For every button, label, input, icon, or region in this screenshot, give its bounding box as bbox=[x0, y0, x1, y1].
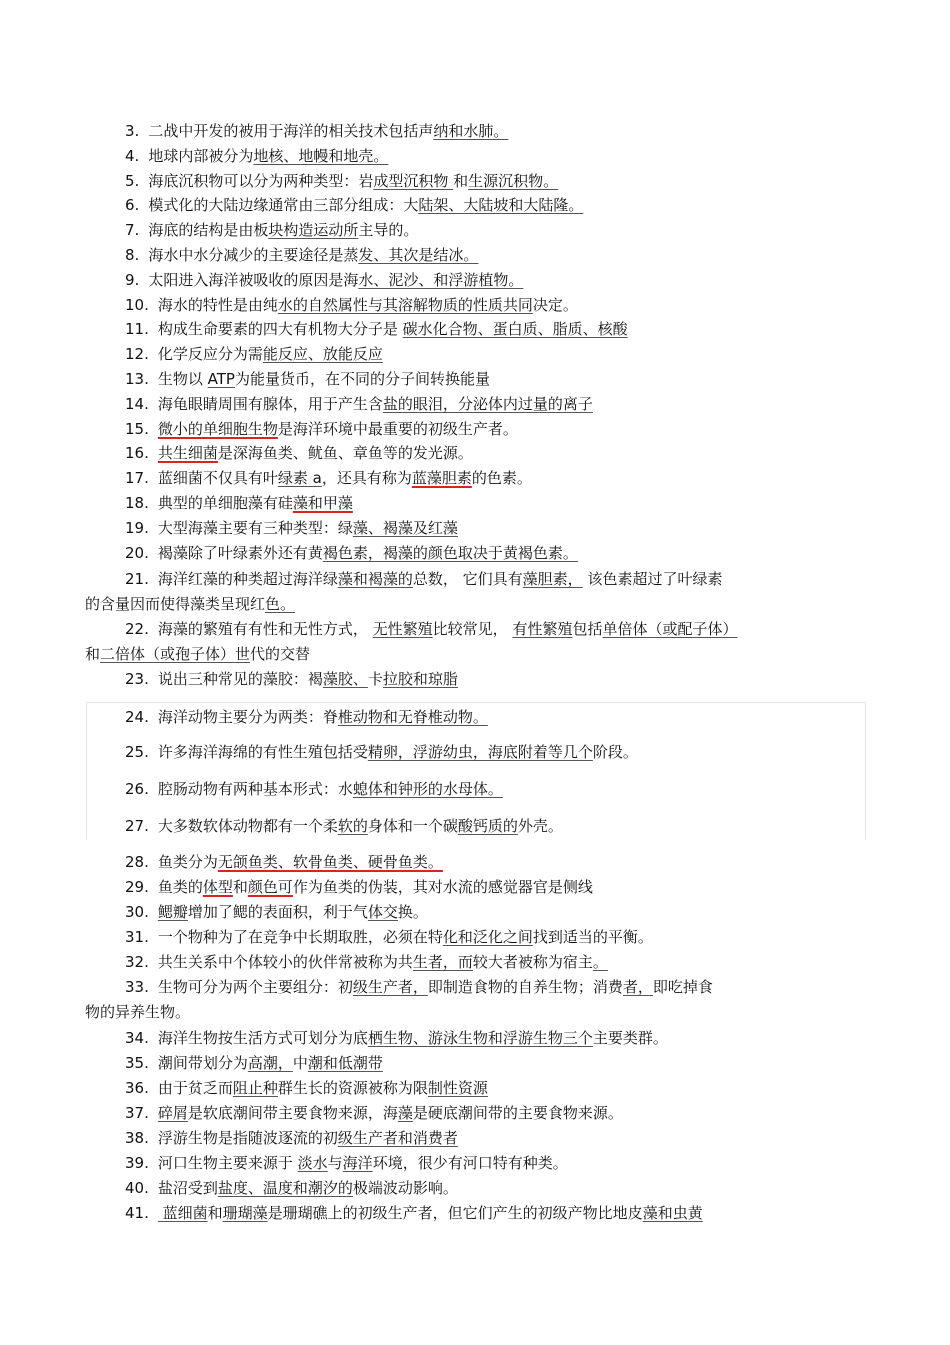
question-text: 增加了鳃的表面积，利于气 bbox=[187, 903, 368, 921]
question-number: 25. bbox=[125, 743, 149, 761]
answer-text: 微小的单细胞生物 bbox=[157, 419, 278, 438]
question-text: 与 bbox=[327, 1154, 343, 1172]
question-line bbox=[125, 369, 885, 389]
answer-text: 颜色可 bbox=[247, 878, 293, 896]
question-number: 39. bbox=[125, 1154, 149, 1172]
question-number: 32. bbox=[125, 953, 149, 971]
question-number: 24. bbox=[125, 708, 149, 726]
question-text: 腔肠动物有两种基本形式：水 bbox=[157, 780, 353, 798]
boxed-section-frame bbox=[86, 702, 866, 839]
question-text: 海水中水分减少的主要途径是蒸 bbox=[148, 246, 359, 264]
answer-text: 藻和虫黄 bbox=[642, 1204, 703, 1222]
answer-text: 水、泥沙、和浮游植物。 bbox=[358, 270, 524, 289]
question-line bbox=[125, 419, 885, 439]
answer-text: 藻 bbox=[397, 1104, 413, 1122]
question-text: 环境，很少有河口特有种类。 bbox=[372, 1154, 568, 1172]
answer-text: 海洋 bbox=[342, 1154, 373, 1172]
question-line bbox=[125, 1203, 885, 1223]
question-number: 41. bbox=[125, 1204, 149, 1222]
answer-text: 制性资源 bbox=[427, 1079, 488, 1097]
question-line bbox=[85, 594, 845, 614]
answer-text: 高潮， bbox=[247, 1054, 293, 1072]
question-line bbox=[125, 952, 885, 972]
question-text: 比较常见， bbox=[432, 620, 513, 638]
question-text: 是硬底潮间带的主要食物来源。 bbox=[412, 1104, 623, 1122]
question-number: 30. bbox=[125, 903, 149, 921]
question-text: 是海洋环境中最重要的初级生产者。 bbox=[277, 419, 518, 438]
answer-text: 生者，而 bbox=[412, 953, 473, 971]
answer-text: 藻、褐藻及红藻 bbox=[352, 518, 458, 537]
question-number: 33. bbox=[125, 978, 149, 996]
question-text: 海底沉积物可以分为两种类型：岩 bbox=[148, 171, 374, 190]
question-line bbox=[125, 344, 885, 364]
question-line bbox=[125, 902, 885, 922]
question-text: 的色素。 bbox=[471, 469, 532, 488]
question-line bbox=[125, 245, 885, 265]
question-text: 包括 bbox=[572, 620, 603, 638]
answer-text: 二倍体（或孢子体）世 bbox=[100, 645, 251, 663]
question-number: 11. bbox=[125, 320, 149, 339]
question-line bbox=[125, 493, 885, 513]
answer-text: 褐色素，褐藻的颜色取决于黄褐色素。 bbox=[322, 543, 578, 562]
question-text: 和 bbox=[85, 645, 101, 663]
answer-text: 体型 bbox=[202, 878, 233, 896]
question-text: 二战中开发的被用于海洋的相关技术包括声 bbox=[148, 122, 434, 140]
question-text: 作为鱼类的伪装，其对水流的感觉器官是侧线 bbox=[292, 878, 593, 896]
answer-text: 体交 bbox=[367, 903, 398, 921]
question-text: 构成生命要素的四大有机物大分子是 bbox=[157, 320, 403, 339]
question-number: 19. bbox=[125, 518, 149, 537]
question-line bbox=[125, 927, 885, 947]
answer-text: 纳和水肺。 bbox=[433, 122, 509, 140]
question-text: 阶段。 bbox=[592, 743, 638, 761]
question-text: 是珊瑚礁上的初级生产者，但它们产生的初级产物比地皮 bbox=[267, 1204, 643, 1222]
question-text: 生物可分为两个主要组分：初 bbox=[157, 978, 353, 996]
question-text: 盐沼受到 bbox=[157, 1179, 218, 1197]
question-number: 21. bbox=[125, 570, 149, 588]
answer-text: 化和泛化之间 bbox=[442, 928, 533, 946]
question-text: 海龟眼睛周围有腺体，用于产生含 bbox=[157, 394, 383, 413]
question-number: 38. bbox=[125, 1129, 149, 1147]
answer-text: 阻止种 bbox=[232, 1079, 278, 1097]
question-number: 15. bbox=[125, 419, 149, 438]
question-text: 地球内部被分为 bbox=[148, 146, 254, 165]
answer-text: 色。 bbox=[265, 595, 296, 613]
question-text: 物的异养生物。 bbox=[85, 1003, 191, 1021]
answer-text: 藻和甲藻 bbox=[292, 494, 353, 512]
question-line bbox=[125, 295, 885, 315]
question-text: 许多海洋海绵的有性生殖包括受 bbox=[157, 743, 368, 761]
answer-text: 单倍体（或配子体） bbox=[602, 620, 738, 638]
question-line bbox=[125, 195, 885, 215]
question-line bbox=[125, 220, 885, 240]
answer-text: 者， bbox=[622, 978, 653, 996]
answer-text: 发、其次是结冰。 bbox=[358, 246, 479, 264]
answer-text: 级生产者和消费者 bbox=[337, 1129, 458, 1147]
question-text: 生物以 bbox=[157, 370, 208, 388]
answer-text: 成型沉积物 bbox=[373, 171, 454, 190]
answer-text: 蓝细菌 bbox=[157, 1204, 208, 1222]
question-number: 10. bbox=[125, 295, 149, 314]
question-number: 8. bbox=[125, 246, 140, 264]
question-line bbox=[125, 1078, 885, 1098]
question-text: 海底的结构是由板 bbox=[148, 221, 269, 240]
answer-text: 绿素 a bbox=[277, 469, 322, 488]
question-text: 主导的。 bbox=[358, 221, 419, 240]
question-line bbox=[125, 977, 885, 997]
question-line bbox=[125, 669, 885, 689]
answer-text: 碳水化合物、蛋白质、脂质、核酸 bbox=[402, 320, 628, 339]
question-line bbox=[125, 1028, 885, 1048]
answer-text: 藻胶、 bbox=[322, 670, 368, 688]
answer-text: 椎动物和无脊椎动物。 bbox=[337, 708, 488, 726]
answer-text: 生源沉积物。 bbox=[468, 171, 559, 190]
question-text: 是深海鱼类、鱿鱼、章鱼等的发光源。 bbox=[217, 444, 473, 463]
question-text: 和 bbox=[453, 171, 469, 190]
answer-text: 藻和褐藻的 bbox=[337, 570, 413, 588]
question-number: 9. bbox=[125, 270, 140, 289]
question-text: 由于贫乏而 bbox=[157, 1079, 233, 1097]
question-number: 14. bbox=[125, 394, 149, 413]
question-line bbox=[125, 569, 885, 589]
question-line bbox=[125, 394, 885, 414]
question-text: 主要类群。 bbox=[592, 1029, 668, 1047]
question-text: 换。 bbox=[397, 903, 428, 921]
question-text: 海水的特性是由纯 bbox=[157, 295, 278, 314]
question-text: 模式化的大陆边缘通常由三部分组成：大 bbox=[148, 196, 419, 215]
answer-text: 碎屑 bbox=[157, 1104, 188, 1122]
question-line bbox=[125, 852, 885, 872]
answer-text: ATP bbox=[207, 370, 235, 388]
question-number: 31. bbox=[125, 928, 149, 946]
answer-text: 。 bbox=[592, 953, 608, 971]
question-line bbox=[125, 270, 885, 290]
answer-text: 共生细菌 bbox=[157, 444, 218, 463]
question-text: 大多数软体动物都有一个柔 bbox=[157, 817, 338, 835]
question-line bbox=[85, 644, 845, 664]
question-line bbox=[125, 619, 885, 639]
question-text: 共生关系中个体较小的伙伴常被称为共 bbox=[157, 953, 413, 971]
question-number: 40. bbox=[125, 1179, 149, 1197]
question-line bbox=[125, 877, 885, 897]
question-text: 卡 bbox=[367, 670, 383, 688]
question-number: 34. bbox=[125, 1029, 149, 1047]
question-number: 16. bbox=[125, 444, 149, 463]
question-text: 代的交替 bbox=[250, 645, 311, 663]
question-line bbox=[125, 1153, 885, 1173]
question-number: 27. bbox=[125, 817, 149, 835]
answer-text: 藻胆素， bbox=[522, 570, 583, 588]
answer-text: 螅体和钟形的水母体。 bbox=[352, 780, 503, 798]
answer-text: 陆架、大陆坡和大陆隆。 bbox=[418, 196, 584, 215]
question-text: 化学反应分为需 bbox=[157, 345, 263, 364]
question-text: 中 bbox=[292, 1054, 308, 1072]
question-line bbox=[125, 146, 885, 166]
answer-text: 软的 bbox=[337, 817, 368, 835]
question-text: 典型的单细胞藻有硅 bbox=[157, 494, 293, 512]
question-line bbox=[125, 1103, 885, 1123]
question-text: 和 bbox=[207, 1204, 223, 1222]
question-text: 一个物种为了在竞争中长期取胜，必须在特 bbox=[157, 928, 443, 946]
question-number: 7. bbox=[125, 221, 140, 240]
question-text: 身体和一个碳 bbox=[367, 817, 458, 835]
question-text: 找到适当的平衡。 bbox=[532, 928, 653, 946]
question-number: 17. bbox=[125, 469, 149, 488]
question-text: 极端波动影响。 bbox=[352, 1179, 458, 1197]
question-text: 潮间带划分为 bbox=[157, 1054, 248, 1072]
question-line bbox=[125, 1128, 885, 1148]
question-text: 总数， 它们具有 bbox=[412, 570, 523, 588]
answer-text: 酸钙质的 bbox=[457, 817, 518, 835]
answer-text: 水的自然属性与其溶解物质的性质共同 bbox=[277, 295, 533, 314]
question-number: 12. bbox=[125, 345, 149, 364]
question-number: 5. bbox=[125, 171, 140, 190]
question-number: 3. bbox=[125, 122, 140, 140]
question-number: 26. bbox=[125, 780, 149, 798]
answer-text: 珊瑚藻 bbox=[222, 1204, 268, 1222]
question-text: 鱼类分为 bbox=[157, 853, 218, 871]
question-number: 36. bbox=[125, 1079, 149, 1097]
question-text: 海洋生物按生活方式可划分为底 bbox=[157, 1029, 368, 1047]
question-text: 海藻的繁殖有有性和无性方式， bbox=[157, 620, 373, 638]
question-number: 4. bbox=[125, 146, 140, 165]
question-number: 23. bbox=[125, 670, 149, 688]
question-text: 的含量因而使得藻类呈现红 bbox=[85, 595, 266, 613]
answer-text: 地核、地幔和地壳。 bbox=[253, 146, 389, 165]
answer-text: 无颌鱼类、软骨鱼类、硬骨鱼类。 bbox=[217, 853, 443, 871]
answer-text: 盐的眼泪，分泌体内过量的离子 bbox=[382, 394, 593, 413]
question-number: 28. bbox=[125, 853, 149, 871]
question-number: 29. bbox=[125, 878, 149, 896]
answer-text: 盐度、温度和潮汐的 bbox=[217, 1179, 353, 1197]
question-text: 河口生物主要来源于 bbox=[157, 1154, 298, 1172]
question-text: 褐藻除了叶绿素外还有黄 bbox=[157, 543, 323, 562]
question-number: 13. bbox=[125, 370, 149, 388]
question-text: 说出三种常见的藻胶：褐 bbox=[157, 670, 323, 688]
question-line bbox=[125, 443, 885, 463]
answer-text: 鳃瓣 bbox=[157, 903, 188, 921]
answer-text: 蓝藻胆素 bbox=[411, 469, 472, 488]
question-line bbox=[85, 1002, 845, 1022]
question-number: 20. bbox=[125, 543, 149, 562]
question-line bbox=[125, 171, 885, 191]
question-number: 6. bbox=[125, 196, 140, 215]
question-line bbox=[125, 468, 885, 488]
answer-text: 淡水 bbox=[297, 1154, 328, 1172]
question-text: 为能量货币，在不同的分子间转换能量 bbox=[234, 370, 490, 388]
question-text: 蓝细菌不仅具有叶 bbox=[157, 469, 278, 488]
question-text: 浮游生物是指随波逐流的初 bbox=[157, 1129, 338, 1147]
answer-text: 潮和低潮带 bbox=[307, 1054, 383, 1072]
answer-text: 栖生物、游泳生物和浮游生物三个 bbox=[367, 1029, 593, 1047]
question-text: 该色素超过了叶绿素 bbox=[582, 570, 723, 588]
question-line bbox=[125, 543, 885, 563]
question-text: 决定。 bbox=[532, 295, 578, 314]
question-line bbox=[125, 319, 885, 339]
question-text: 太阳进入海洋被吸收的原因是海 bbox=[148, 270, 359, 289]
question-text: ，还具有称为 bbox=[321, 469, 412, 488]
answer-text: 有性繁殖 bbox=[512, 620, 573, 638]
answer-text: 无性繁殖 bbox=[372, 620, 433, 638]
answer-text: 块构造运动所 bbox=[268, 221, 359, 240]
question-number: 18. bbox=[125, 494, 149, 512]
answer-text: 拉胶和琼脂 bbox=[382, 670, 458, 688]
question-line bbox=[125, 1053, 885, 1073]
question-text: 是软底潮间带主要食物来源，海 bbox=[187, 1104, 398, 1122]
answer-text: 能反应、放能反应 bbox=[262, 345, 383, 364]
question-text: 鱼类的 bbox=[157, 878, 203, 896]
question-text: 即制造食物的自养生物；消费 bbox=[427, 978, 623, 996]
question-number: 35. bbox=[125, 1054, 149, 1072]
question-text: 海洋红藻的种类超过海洋绿 bbox=[157, 570, 338, 588]
question-text: 海洋动物主要分为两类：脊 bbox=[157, 708, 338, 726]
question-number: 22. bbox=[125, 620, 149, 638]
question-line bbox=[125, 518, 885, 538]
question-text: 即吃掉食 bbox=[652, 978, 713, 996]
question-line bbox=[125, 121, 885, 141]
question-text: 较大者被称为宿主 bbox=[472, 953, 593, 971]
question-text: 群生长的资源被称为限 bbox=[277, 1079, 428, 1097]
question-text: 大型海藻主要有三种类型：绿 bbox=[157, 518, 353, 537]
answer-text: 精卵，浮游幼虫，海底附着等几个 bbox=[367, 743, 593, 761]
answer-text: 级生产者， bbox=[352, 978, 428, 996]
question-line bbox=[125, 1178, 885, 1198]
question-number: 37. bbox=[125, 1104, 149, 1122]
question-text: 和 bbox=[232, 878, 248, 896]
question-text: 外壳。 bbox=[517, 817, 563, 835]
